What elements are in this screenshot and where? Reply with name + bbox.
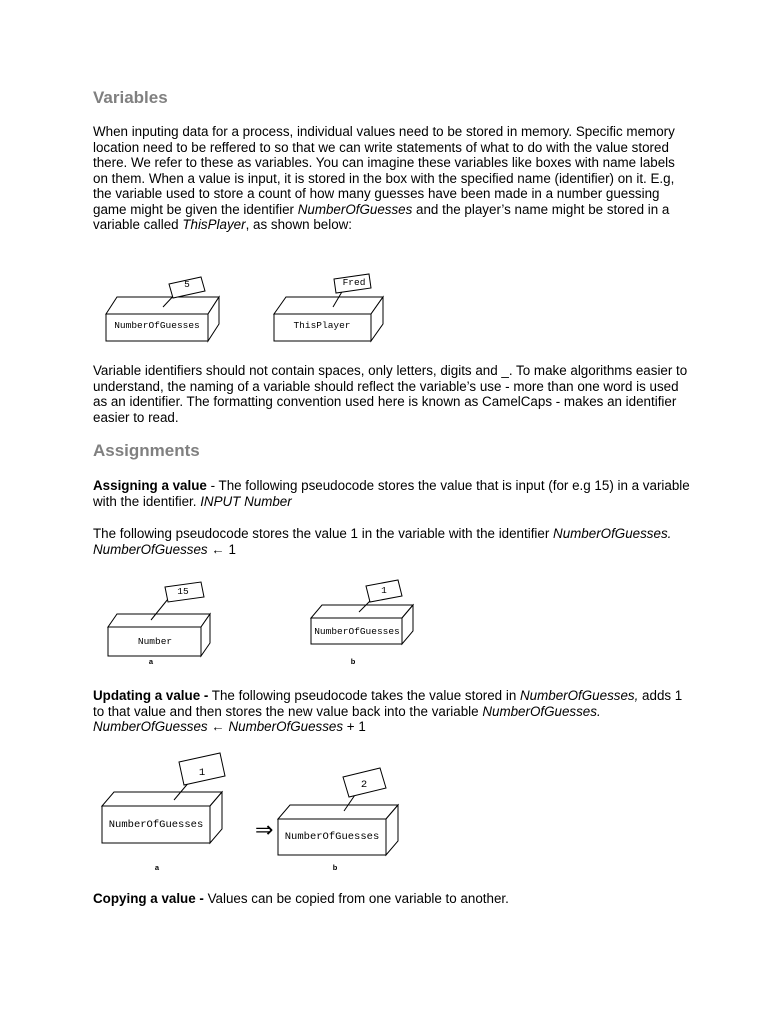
box-name-label: NumberOfGuesses xyxy=(284,831,380,843)
figure-caption-b: b xyxy=(332,863,338,872)
heading-assignments: Assignments xyxy=(93,441,200,460)
box-name-label: Number xyxy=(137,636,173,647)
box-value-label: 15 xyxy=(177,586,189,597)
box-name-label: NumberOfGuesses xyxy=(108,819,204,831)
updating-paragraph: Updating a value - The following pseudocode takes the value stored in NumberOfGuesses, adds 1 to that value and then stores the new value back into the variable NumberOfGuesses. NumberOfGuesses ← NumberOfGuesses + 1 xyxy=(93,688,683,734)
variables-intro-paragraph: When inputing data for a process, individual values need to be stored in memory. Specific memory location need to be reffered to so that we can write statements of what to do with the value stored there. We refer to these as variables. You can imagine these variables like boxes with name labels on them. When a value is input, it is stored in the box with the specified name (identifier) on it. E.g, the variable used to store a count of how many guesses have been made in a number guessing game might be given the identifier NumberOfGuesses and the player’s name might be stored in a variable called ThisPlayer, as shown below: xyxy=(93,124,675,232)
box-value-label: 2 xyxy=(360,779,368,791)
box-number-of-guesses xyxy=(106,277,219,341)
transition-arrow: ⇒ xyxy=(255,818,274,843)
copying-paragraph: Copying a value - Values can be copied from one variable to another. xyxy=(93,891,509,906)
box-name-label: NumberOfGuesses xyxy=(114,320,200,331)
box-name-label: ThisPlayer xyxy=(293,320,351,331)
box-value-label: Fred xyxy=(342,277,366,288)
variables-naming-paragraph: Variable identifiers should not contain spaces, only letters, digits and _. To make algorithms easier to understand, the naming of a variable should reflect the variable’s use - more than one word is used as an identifier. The formatting convention used here is known as CamelCaps - makes an identifier easier to read. xyxy=(93,363,688,425)
figure-caption-b: b xyxy=(350,657,356,666)
box-value-label: 1 xyxy=(198,767,206,779)
heading-variables: Variables xyxy=(93,88,168,107)
figure-caption-a: a xyxy=(154,863,160,872)
box-value-label: 5 xyxy=(184,279,190,290)
box-value-label: 1 xyxy=(381,585,387,596)
assigning-paragraph: Assigning a value - The following pseudocode stores the value that is input (for e.g 15) in a variable with the identifier. INPUT Number xyxy=(93,478,690,509)
figure-caption-a: a xyxy=(148,657,154,666)
box-name-label: NumberOfGuesses xyxy=(314,626,400,637)
store-value-paragraph: The following pseudocode stores the value 1 in the variable with the identifier NumberOfGuesses. NumberOfGuesses ← 1 xyxy=(93,526,672,557)
